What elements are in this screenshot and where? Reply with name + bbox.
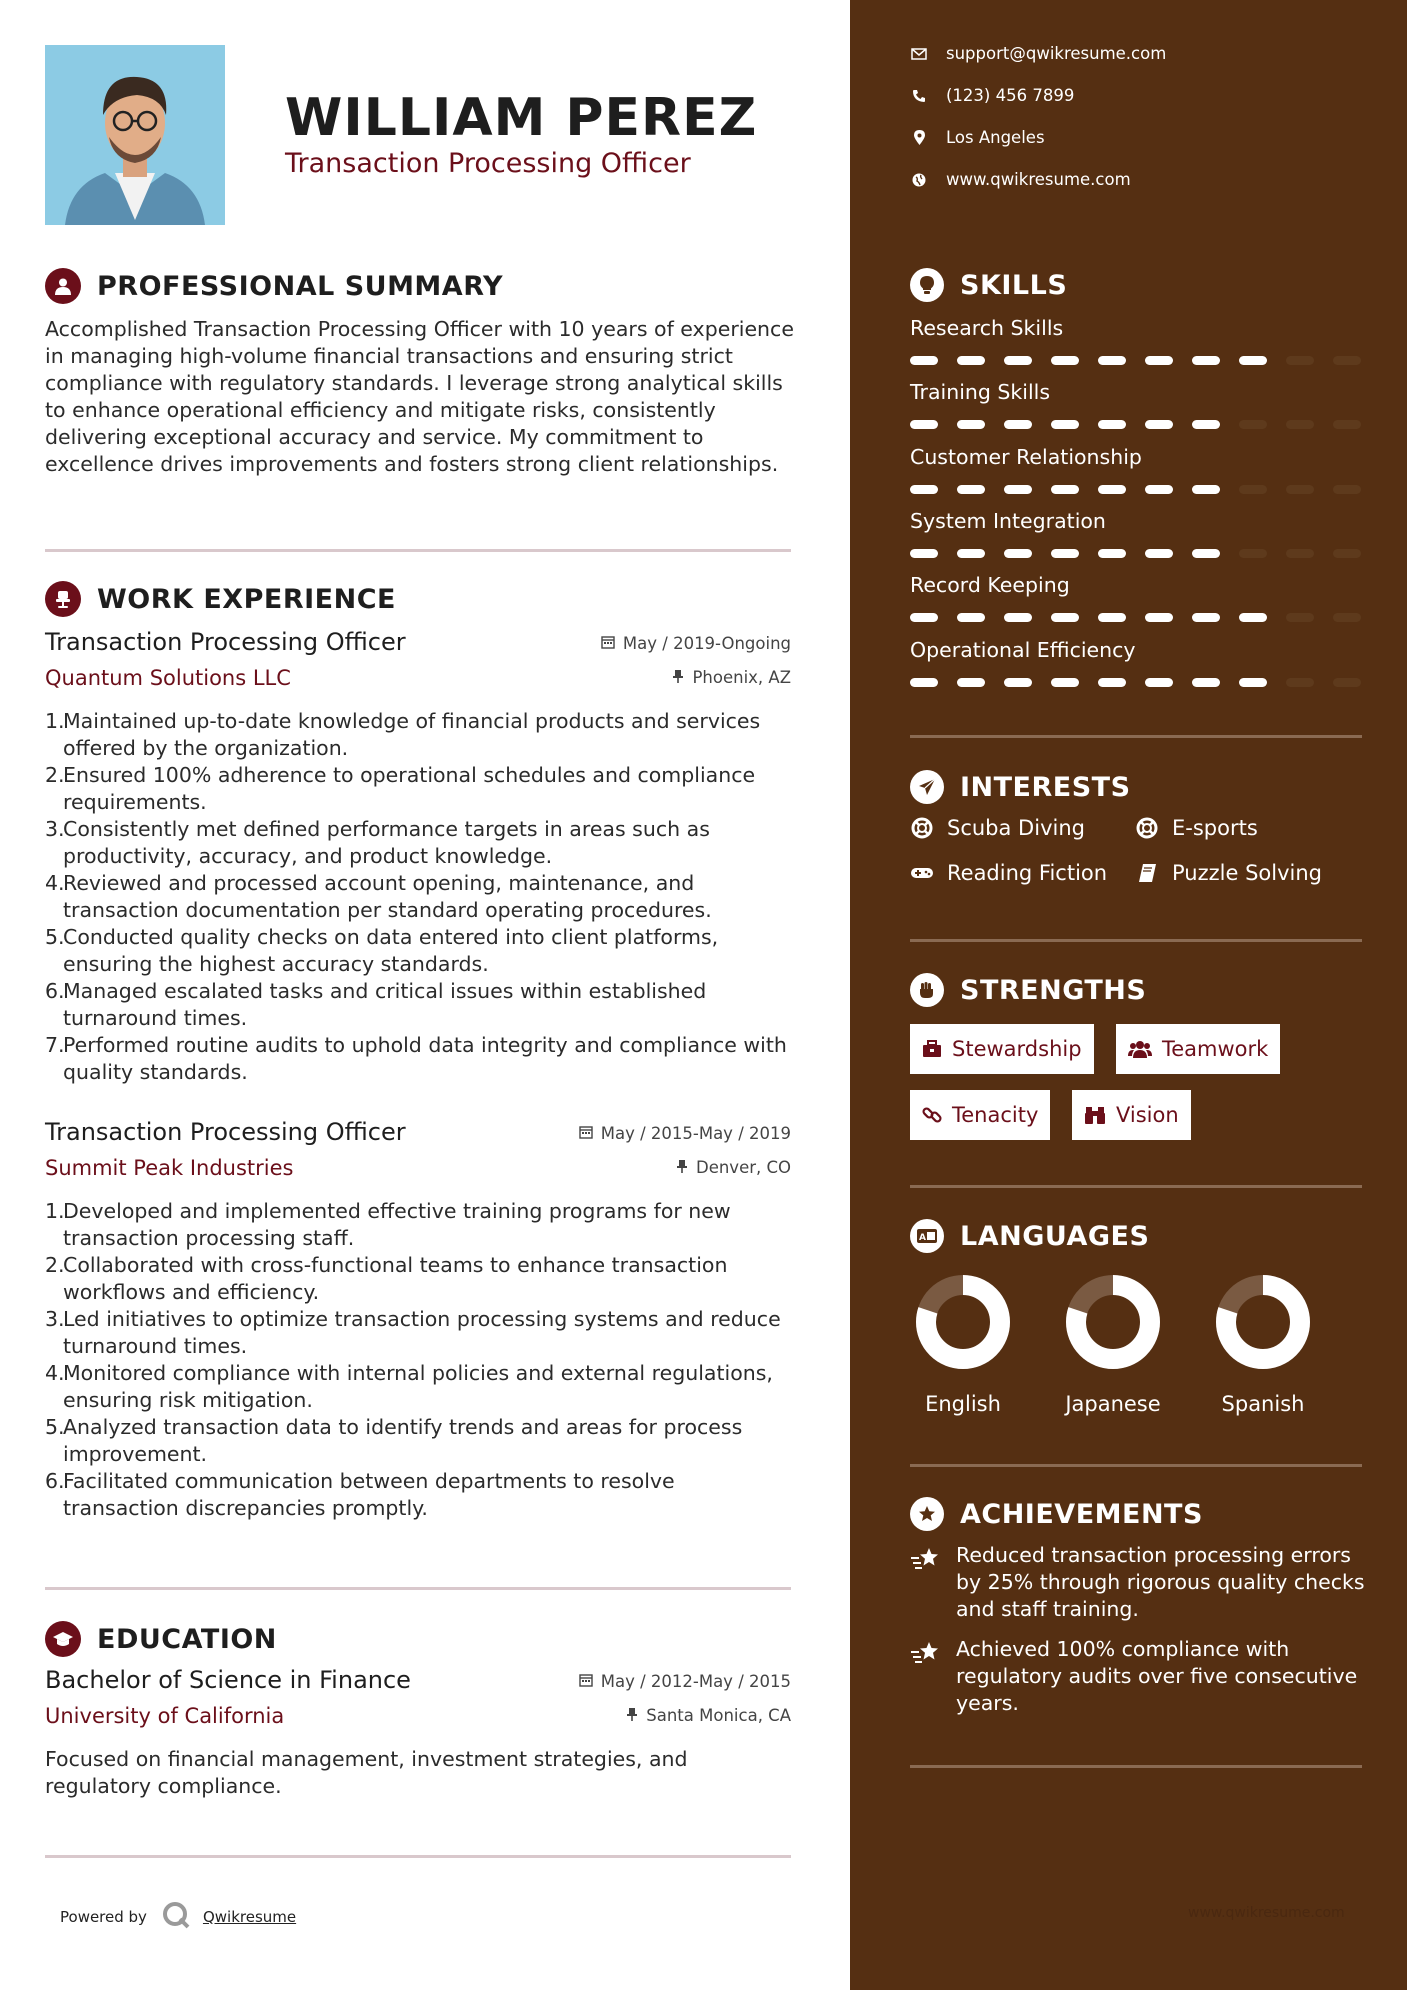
strength-tag (910, 1090, 1050, 1140)
skill-dot-filled (957, 613, 985, 622)
briefcase-icon (922, 1040, 942, 1058)
contact-email (910, 44, 1166, 63)
experience-heading-text: WORK EXPERIENCE (97, 583, 396, 615)
language-proficiency-ring (913, 1272, 1013, 1372)
powered-by-text: Powered by (60, 1908, 147, 1926)
skill-dot-filled (1145, 356, 1173, 365)
star-badge-icon (910, 1497, 944, 1531)
skill-dot-filled (1098, 613, 1126, 622)
skill-rating (910, 613, 1380, 622)
language-icon (910, 1219, 944, 1253)
skill-dot-filled (1098, 485, 1126, 494)
strength-tag (1116, 1024, 1280, 1074)
skill-dot-empty (1333, 485, 1361, 494)
job-date (601, 634, 791, 653)
skill-dot-empty (1333, 678, 1361, 687)
skill-dot-empty (1286, 613, 1314, 622)
skill-dot-empty (1286, 420, 1314, 429)
skill-item (910, 638, 1362, 662)
skill-dot-filled (910, 678, 938, 687)
skill-item (910, 509, 1362, 533)
skill-dot-filled (1051, 678, 1079, 687)
list-item: 1. Maintained up-to-date knowledge of financial products and services offered by the organization. (45, 709, 761, 760)
list-item: 1. Developed and implemented effective training programs for new transaction processing staff. (45, 1199, 731, 1250)
qwikresume-link[interactable]: Qwikresume (202, 1908, 297, 1926)
strengths-heading (910, 973, 1146, 1007)
education-description: Focused on financial management, investment strategies, and regulatory compliance. (45, 1747, 688, 1798)
school: University of California (45, 1704, 285, 1728)
skill-name: Research Skills (910, 316, 1064, 340)
calendar-icon (579, 1672, 593, 1691)
divider (910, 1464, 1362, 1467)
skill-dot-filled (1004, 613, 1032, 622)
job-date-text: May / 2015-May / 2019 (600, 1124, 791, 1143)
skill-dot-filled (1098, 420, 1126, 429)
skill-rating (910, 678, 1380, 687)
list-item: 6. Managed escalated tasks and critical issues within established turnaround times. (45, 979, 707, 1030)
sidebar (850, 0, 1407, 1990)
interest-label: Reading Fiction (947, 861, 1108, 885)
language-proficiency-ring (1213, 1272, 1313, 1372)
strength-label: Teamwork (1162, 1037, 1269, 1061)
language-item (1203, 1272, 1323, 1416)
interest-label: Scuba Diving (947, 816, 1085, 840)
job-date-text: May / 2019-Ongoing (622, 634, 791, 653)
skill-dot-filled (1004, 485, 1032, 494)
achievement-text: Achieved 100% compliance with regulatory audits over five consecutive years. (956, 1637, 1358, 1715)
globe-icon (910, 173, 928, 187)
skill-dot-filled (1192, 485, 1220, 494)
skill-dot-filled (910, 485, 938, 494)
divider (910, 735, 1362, 738)
skill-dot-filled (957, 356, 985, 365)
job-company: Quantum Solutions LLC (45, 666, 291, 690)
job-title: Transaction Processing Officer (45, 628, 406, 656)
skill-dot-empty (1286, 485, 1314, 494)
list-item: 6. Facilitated communication between departments to resolve transaction discrepancies promptly. (45, 1469, 675, 1520)
map-marker-icon (910, 130, 928, 145)
skill-dot-filled (910, 420, 938, 429)
interest-label: Puzzle Solving (1172, 861, 1322, 885)
job-location (672, 668, 791, 687)
skill-dot-empty (1286, 356, 1314, 365)
list-item: 3. Consistently met defined performance targets in areas such as productivity, accuracy, and product knowledge. (45, 817, 710, 868)
skill-rating (910, 549, 1380, 558)
skill-rating (910, 356, 1380, 365)
list-item: 4. Monitored compliance with internal policies and external regulations, ensuring risk mitigation. (45, 1361, 773, 1412)
skill-dot-empty (1333, 356, 1361, 365)
svg-text:A: A (919, 1233, 926, 1243)
contact-phone (910, 86, 1074, 105)
language-proficiency-ring (1063, 1272, 1163, 1372)
education-date (579, 1672, 791, 1691)
interest-item (910, 816, 1085, 840)
summary-heading (45, 268, 503, 304)
divider (910, 939, 1362, 942)
interest-item (1135, 816, 1258, 840)
graduation-cap-icon (45, 1621, 81, 1657)
skill-dot-empty (1333, 613, 1361, 622)
interest-item (1135, 861, 1322, 885)
skill-dot-filled (1145, 420, 1173, 429)
pin-icon (672, 668, 684, 687)
phone-icon (910, 89, 928, 103)
skill-dot-filled (910, 613, 938, 622)
skill-dot-filled (1145, 678, 1173, 687)
list-item: 3. Led initiatives to optimize transaction processing systems and reduce turnaround times. (45, 1307, 781, 1358)
education-heading-text: EDUCATION (97, 1623, 277, 1655)
job-title: Transaction Processing Officer (45, 1118, 406, 1146)
achievements-heading-text: ACHIEVEMENTS (960, 1498, 1203, 1530)
skill-item (910, 573, 1362, 597)
list-item: 5. Analyzed transaction data to identify trends and areas for process improvement. (45, 1415, 743, 1466)
achievements-heading (910, 1497, 1203, 1531)
skill-dot-empty (1239, 549, 1267, 558)
skill-dot-filled (1051, 613, 1079, 622)
skill-name: Customer Relationship (910, 445, 1142, 469)
experience-heading (45, 581, 396, 617)
strength-label: Vision (1116, 1103, 1179, 1127)
book-icon (1135, 863, 1159, 883)
education-date-text: May / 2012-May / 2015 (600, 1672, 791, 1691)
skill-name: Training Skills (910, 380, 1051, 404)
skills-heading (910, 268, 1067, 302)
skill-rating (910, 420, 1380, 429)
skill-dot-filled (1239, 678, 1267, 687)
skill-dot-filled (1192, 549, 1220, 558)
job-bullets (45, 708, 795, 1086)
skill-dot-filled (1051, 356, 1079, 365)
interest-item (910, 861, 1107, 885)
envelope-icon (910, 48, 928, 60)
achievement-item (910, 1636, 1370, 1717)
skill-dot-filled (957, 549, 985, 558)
education-location (626, 1706, 791, 1725)
skill-item (910, 380, 1362, 404)
language-name: Spanish (1221, 1392, 1305, 1416)
skill-dot-empty (1333, 549, 1361, 558)
skill-dot-filled (1051, 549, 1079, 558)
qwikresume-logo-icon (161, 1900, 191, 1934)
job-location-text: Phoenix, AZ (692, 668, 791, 687)
skill-dot-filled (1145, 613, 1173, 622)
binoculars-icon (1084, 1105, 1106, 1125)
achievement-item (910, 1542, 1370, 1623)
divider (45, 1587, 791, 1590)
divider (910, 1185, 1362, 1188)
job-bullets (45, 1198, 795, 1522)
skill-dot-filled (957, 678, 985, 687)
gamepad-icon (910, 865, 934, 881)
divider (45, 1855, 791, 1858)
divider (45, 549, 791, 552)
education-location-text: Santa Monica, CA (646, 1706, 791, 1725)
chair-icon (45, 581, 81, 617)
languages-heading (910, 1219, 1149, 1253)
calendar-icon (601, 634, 615, 653)
skill-dot-filled (1192, 678, 1220, 687)
paper-plane-icon (910, 770, 944, 804)
lightbulb-icon (910, 268, 944, 302)
degree: Bachelor of Science in Finance (45, 1666, 411, 1694)
skill-dot-filled (1004, 549, 1032, 558)
link-icon (922, 1105, 942, 1125)
summary-text: Accomplished Transaction Processing Officer with 10 years of experience in managing high-volume financial transactions and ensuring strict compliance with regulatory standards. I leverage strong analytical skills to enhance operational efficiency and mitigate risks, consistently delivering exceptional accuracy and service. My commitment to excellence drives improvements and fosters strong client relationships. (45, 317, 794, 476)
skill-dot-filled (957, 485, 985, 494)
strength-label: Tenacity (952, 1103, 1039, 1127)
skill-item (910, 316, 1362, 340)
strength-tag (910, 1024, 1094, 1074)
strengths-heading-text: STRENGTHS (960, 974, 1147, 1006)
strength-tag (1072, 1090, 1191, 1140)
skill-dot-filled (910, 549, 938, 558)
skill-dot-empty (1333, 420, 1361, 429)
job-date (579, 1124, 791, 1143)
job-location-text: Denver, CO (695, 1158, 791, 1177)
skill-dot-filled (1192, 420, 1220, 429)
skill-dot-filled (1004, 420, 1032, 429)
shooting-star-icon (910, 1542, 942, 1623)
skill-dot-filled (1192, 356, 1220, 365)
life-ring-icon (1135, 817, 1159, 839)
achievement-text: Reduced transaction processing errors by 25% through rigorous quality checks and staff training. (956, 1543, 1365, 1621)
skill-dot-filled (1004, 678, 1032, 687)
contact-website (910, 170, 1131, 189)
list-item: 4. Reviewed and processed account opening, maintenance, and transaction documentation per standard operating procedures. (45, 871, 712, 922)
skill-dot-filled (957, 420, 985, 429)
email-text[interactable]: support@qwikresume.com (946, 44, 1167, 63)
life-ring-icon (910, 817, 934, 839)
list-item: 2. Collaborated with cross-functional teams to enhance transaction workflows and efficiency. (45, 1253, 728, 1304)
skill-item (910, 445, 1362, 469)
website-text[interactable]: www.qwikresume.com (946, 170, 1131, 189)
divider (910, 1765, 1362, 1768)
job-location (676, 1158, 791, 1177)
fist-icon (910, 973, 944, 1007)
skill-name: Record Keeping (910, 573, 1070, 597)
list-item: 2. Ensured 100% adherence to operational schedules and compliance requirements. (45, 763, 756, 814)
interests-heading (910, 770, 1131, 804)
shooting-star-icon (910, 1636, 942, 1717)
skill-dot-filled (1098, 356, 1126, 365)
summary-heading-text: PROFESSIONAL SUMMARY (97, 270, 504, 302)
education-heading (45, 1621, 277, 1657)
phone-text[interactable]: (123) 456 7899 (946, 86, 1075, 105)
powered-by (60, 1900, 296, 1934)
user-icon (45, 268, 81, 304)
skill-dot-empty (1286, 678, 1314, 687)
pin-icon (626, 1706, 638, 1725)
location-text: Los Angeles (946, 128, 1045, 147)
skill-name: System Integration (910, 509, 1106, 533)
list-item: 7. Performed routine audits to uphold data integrity and compliance with quality standards. (45, 1033, 787, 1084)
skill-dot-filled (1098, 549, 1126, 558)
language-name: English (925, 1392, 1001, 1416)
skill-dot-empty (1239, 485, 1267, 494)
users-icon (1128, 1040, 1152, 1058)
list-item: 5. Conducted quality checks on data entered into client platforms, ensuring the highest accuracy standards. (45, 925, 719, 976)
candidate-title: Transaction Processing Officer (285, 148, 691, 179)
candidate-name: WILLIAM PEREZ (285, 88, 758, 148)
strength-label: Stewardship (952, 1037, 1082, 1061)
skill-dot-filled (1004, 356, 1032, 365)
pin-icon (676, 1158, 688, 1177)
interest-label: E-sports (1172, 816, 1258, 840)
skill-rating (910, 485, 1380, 494)
language-item (903, 1272, 1023, 1416)
languages-heading-text: LANGUAGES (960, 1220, 1150, 1252)
skill-dot-empty (1286, 549, 1314, 558)
watermark: www.qwikresume.com (1188, 1905, 1345, 1921)
calendar-icon (579, 1124, 593, 1143)
profile-photo (45, 45, 225, 225)
skill-dot-filled (1239, 613, 1267, 622)
skill-name: Operational Efficiency (910, 638, 1136, 662)
skill-dot-filled (1145, 549, 1173, 558)
skill-dot-filled (1051, 420, 1079, 429)
language-name: Japanese (1065, 1392, 1161, 1416)
skill-dot-filled (1051, 485, 1079, 494)
skill-dot-filled (1098, 678, 1126, 687)
skill-dot-filled (1145, 485, 1173, 494)
skill-dot-empty (1239, 420, 1267, 429)
skill-dot-filled (1239, 356, 1267, 365)
skill-dot-filled (910, 356, 938, 365)
skills-heading-text: SKILLS (960, 269, 1068, 301)
job-company: Summit Peak Industries (45, 1156, 294, 1180)
language-item (1053, 1272, 1173, 1416)
interests-heading-text: INTERESTS (960, 771, 1131, 803)
skill-dot-filled (1192, 613, 1220, 622)
contact-location (910, 128, 1045, 147)
